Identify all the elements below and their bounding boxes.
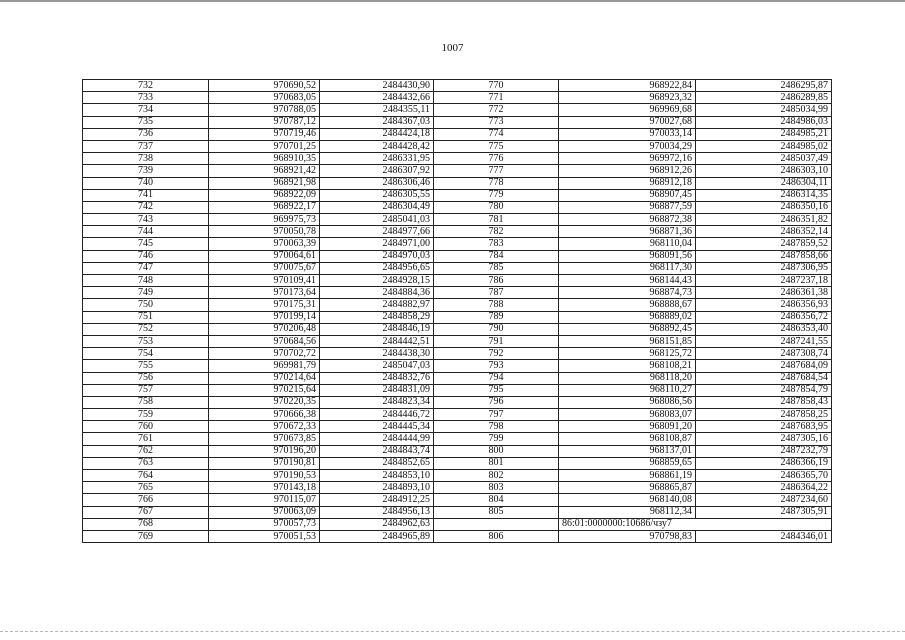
point-number-cell: 785 <box>434 262 559 274</box>
x-coordinate-cell: 968117,30 <box>559 262 696 274</box>
x-coordinate-cell: 968922,84 <box>559 80 696 92</box>
x-coordinate-cell: 968871,36 <box>559 226 696 238</box>
empty-cell <box>434 518 559 530</box>
point-number-cell: 741 <box>83 189 209 201</box>
point-number-cell: 744 <box>83 226 209 238</box>
point-number-cell: 786 <box>434 275 559 287</box>
x-coordinate-cell: 968910,35 <box>209 153 320 165</box>
x-coordinate-cell: 970215,64 <box>209 384 320 396</box>
y-coordinate-cell: 2486306,46 <box>320 177 434 189</box>
x-coordinate-cell: 970057,73 <box>209 518 320 530</box>
point-number-cell: 763 <box>83 457 209 469</box>
point-number-cell: 766 <box>83 494 209 506</box>
page-number: 1007 <box>441 42 464 54</box>
table-row <box>83 92 832 104</box>
y-coordinate-cell: 2486353,40 <box>696 323 832 335</box>
table-row <box>83 287 832 299</box>
table-row <box>83 409 832 421</box>
table-row <box>83 214 832 226</box>
y-coordinate-cell: 2486331,95 <box>320 153 434 165</box>
x-coordinate-cell: 970051,53 <box>209 530 320 542</box>
scan-edge-top <box>0 0 905 7</box>
point-number-cell: 754 <box>83 348 209 360</box>
point-number-cell: 799 <box>434 433 559 445</box>
point-number-cell: 791 <box>434 335 559 347</box>
table-row <box>83 250 832 262</box>
point-number-cell: 797 <box>434 409 559 421</box>
x-coordinate-cell: 970206,48 <box>209 323 320 335</box>
x-coordinate-cell: 968859,65 <box>559 457 696 469</box>
x-coordinate-cell: 969981,79 <box>209 360 320 372</box>
y-coordinate-cell: 2484882,97 <box>320 299 434 311</box>
point-number-cell: 758 <box>83 396 209 408</box>
y-coordinate-cell: 2484831,09 <box>320 384 434 396</box>
point-number-cell: 767 <box>83 506 209 518</box>
y-coordinate-cell: 2487308,74 <box>696 348 832 360</box>
point-number-cell: 746 <box>83 250 209 262</box>
x-coordinate-cell: 968112,34 <box>559 506 696 518</box>
coordinates-table-body <box>83 80 832 543</box>
point-number-cell: 804 <box>434 494 559 506</box>
y-coordinate-cell: 2484884,36 <box>320 287 434 299</box>
y-coordinate-cell: 2487858,43 <box>696 396 832 408</box>
y-coordinate-cell: 2487241,55 <box>696 335 832 347</box>
point-number-cell: 788 <box>434 299 559 311</box>
x-coordinate-cell: 970063,39 <box>209 238 320 250</box>
point-number-cell: 736 <box>83 128 209 140</box>
x-coordinate-cell: 968086,56 <box>559 396 696 408</box>
table-row <box>83 153 832 165</box>
y-coordinate-cell: 2487684,09 <box>696 360 832 372</box>
x-coordinate-cell: 970719,46 <box>209 128 320 140</box>
x-coordinate-cell: 968151,85 <box>559 335 696 347</box>
table-row <box>83 116 832 128</box>
y-coordinate-cell: 2484428,42 <box>320 140 434 152</box>
x-coordinate-cell: 968892,45 <box>559 323 696 335</box>
x-coordinate-cell: 968888,67 <box>559 299 696 311</box>
x-coordinate-cell: 970196,20 <box>209 445 320 457</box>
point-number-cell: 739 <box>83 165 209 177</box>
x-coordinate-cell: 968874,73 <box>559 287 696 299</box>
point-number-cell: 737 <box>83 140 209 152</box>
y-coordinate-cell: 2487306,95 <box>696 262 832 274</box>
y-coordinate-cell: 2484444,99 <box>320 433 434 445</box>
table-row <box>83 348 832 360</box>
table-row <box>83 323 832 335</box>
y-coordinate-cell: 2484985,21 <box>696 128 832 140</box>
x-coordinate-cell: 968110,27 <box>559 384 696 396</box>
y-coordinate-cell: 2487684,54 <box>696 372 832 384</box>
table-row <box>83 275 832 287</box>
y-coordinate-cell: 2484445,34 <box>320 421 434 433</box>
point-number-cell: 768 <box>83 518 209 530</box>
point-number-cell: 782 <box>434 226 559 238</box>
y-coordinate-cell: 2487232,79 <box>696 445 832 457</box>
y-coordinate-cell: 2484962,63 <box>320 518 434 530</box>
y-coordinate-cell: 2487234,60 <box>696 494 832 506</box>
x-coordinate-cell: 970690,52 <box>209 80 320 92</box>
table-row <box>83 299 832 311</box>
y-coordinate-cell: 2484367,03 <box>320 116 434 128</box>
y-coordinate-cell: 2486307,92 <box>320 165 434 177</box>
x-coordinate-cell: 970798,83 <box>559 530 696 542</box>
point-number-cell: 743 <box>83 214 209 226</box>
y-coordinate-cell: 2484832,76 <box>320 372 434 384</box>
x-coordinate-cell: 970063,09 <box>209 506 320 518</box>
point-number-cell: 778 <box>434 177 559 189</box>
y-coordinate-cell: 2484970,03 <box>320 250 434 262</box>
point-number-cell: 765 <box>83 482 209 494</box>
x-coordinate-cell: 970214,64 <box>209 372 320 384</box>
y-coordinate-cell: 2486304,49 <box>320 201 434 213</box>
table-row-768 <box>83 518 832 530</box>
table-row <box>83 104 832 116</box>
x-coordinate-cell: 968137,01 <box>559 445 696 457</box>
table-row <box>83 226 832 238</box>
x-coordinate-cell: 969969,68 <box>559 104 696 116</box>
table-row <box>83 80 832 92</box>
point-number-cell: 735 <box>83 116 209 128</box>
x-coordinate-cell: 970666,38 <box>209 409 320 421</box>
point-number-cell: 762 <box>83 445 209 457</box>
point-number-cell: 752 <box>83 323 209 335</box>
table-row <box>83 433 832 445</box>
x-coordinate-cell: 970034,29 <box>559 140 696 152</box>
x-coordinate-cell: 969972,16 <box>559 153 696 165</box>
y-coordinate-cell: 2484424,18 <box>320 128 434 140</box>
point-number-cell: 750 <box>83 299 209 311</box>
x-coordinate-cell: 968922,17 <box>209 201 320 213</box>
y-coordinate-cell: 2484971,00 <box>320 238 434 250</box>
y-coordinate-cell: 2486364,22 <box>696 482 832 494</box>
table-row <box>83 506 832 518</box>
point-number-cell: 761 <box>83 433 209 445</box>
x-coordinate-cell: 968922,09 <box>209 189 320 201</box>
table-row <box>83 140 832 152</box>
point-number-cell: 792 <box>434 348 559 360</box>
y-coordinate-cell: 2486289,85 <box>696 92 832 104</box>
table-row <box>83 360 832 372</box>
point-number-cell: 802 <box>434 470 559 482</box>
table-row-769 <box>83 530 832 542</box>
x-coordinate-cell: 970109,41 <box>209 275 320 287</box>
x-coordinate-cell: 968921,42 <box>209 165 320 177</box>
y-coordinate-cell: 2487237,18 <box>696 275 832 287</box>
x-coordinate-cell: 970064,61 <box>209 250 320 262</box>
x-coordinate-cell: 968108,21 <box>559 360 696 372</box>
table-row <box>83 482 832 494</box>
x-coordinate-cell: 968912,18 <box>559 177 696 189</box>
point-number-cell: 732 <box>83 80 209 92</box>
x-coordinate-cell: 970787,12 <box>209 116 320 128</box>
y-coordinate-cell: 2486314,35 <box>696 189 832 201</box>
y-coordinate-cell: 2486295,87 <box>696 80 832 92</box>
y-coordinate-cell: 2484985,02 <box>696 140 832 152</box>
y-coordinate-cell: 2484430,90 <box>320 80 434 92</box>
point-number-cell: 793 <box>434 360 559 372</box>
y-coordinate-cell: 2484346,01 <box>696 530 832 542</box>
x-coordinate-cell: 968091,56 <box>559 250 696 262</box>
point-number-cell: 748 <box>83 275 209 287</box>
x-coordinate-cell: 970702,72 <box>209 348 320 360</box>
point-number-cell: 760 <box>83 421 209 433</box>
table-row <box>83 335 832 347</box>
point-number-cell: 749 <box>83 287 209 299</box>
x-coordinate-cell: 969975,73 <box>209 214 320 226</box>
cadastral-number-cell: 86:01:0000000:10686/чзу7 <box>559 518 832 530</box>
y-coordinate-cell: 2486303,10 <box>696 165 832 177</box>
point-number-cell: 775 <box>434 140 559 152</box>
point-number-cell: 759 <box>83 409 209 421</box>
point-number-cell: 738 <box>83 153 209 165</box>
table-row <box>83 445 832 457</box>
y-coordinate-cell: 2486356,72 <box>696 311 832 323</box>
y-coordinate-cell: 2484965,89 <box>320 530 434 542</box>
table-row <box>83 201 832 213</box>
point-number-cell: 783 <box>434 238 559 250</box>
y-coordinate-cell: 2487858,66 <box>696 250 832 262</box>
point-number-cell: 781 <box>434 214 559 226</box>
x-coordinate-cell: 970684,56 <box>209 335 320 347</box>
point-number-cell: 773 <box>434 116 559 128</box>
point-number-cell: 776 <box>434 153 559 165</box>
point-number-cell: 751 <box>83 311 209 323</box>
y-coordinate-cell: 2484432,66 <box>320 92 434 104</box>
table-row <box>83 311 832 323</box>
y-coordinate-cell: 2487854,79 <box>696 384 832 396</box>
x-coordinate-cell: 968110,04 <box>559 238 696 250</box>
x-coordinate-cell: 970683,05 <box>209 92 320 104</box>
x-coordinate-cell: 970673,85 <box>209 433 320 445</box>
coordinates-table <box>82 79 832 543</box>
table-row <box>83 396 832 408</box>
table-row <box>83 421 832 433</box>
y-coordinate-cell: 2485037,49 <box>696 153 832 165</box>
x-coordinate-cell: 968923,32 <box>559 92 696 104</box>
x-coordinate-cell: 968921,98 <box>209 177 320 189</box>
point-number-cell: 789 <box>434 311 559 323</box>
point-number-cell: 774 <box>434 128 559 140</box>
y-coordinate-cell: 2485047,03 <box>320 360 434 372</box>
point-number-cell: 733 <box>83 92 209 104</box>
y-coordinate-cell: 2484956,65 <box>320 262 434 274</box>
x-coordinate-cell: 970075,67 <box>209 262 320 274</box>
y-coordinate-cell: 2487305,16 <box>696 433 832 445</box>
point-number-cell: 747 <box>83 262 209 274</box>
x-coordinate-cell: 970788,05 <box>209 104 320 116</box>
x-coordinate-cell: 970175,31 <box>209 299 320 311</box>
y-coordinate-cell: 2484438,30 <box>320 348 434 360</box>
x-coordinate-cell: 968877,59 <box>559 201 696 213</box>
point-number-cell: 801 <box>434 457 559 469</box>
table-row <box>83 262 832 274</box>
point-number-cell: 790 <box>434 323 559 335</box>
table-row <box>83 128 832 140</box>
y-coordinate-cell: 2485034,99 <box>696 104 832 116</box>
x-coordinate-cell: 968144,43 <box>559 275 696 287</box>
y-coordinate-cell: 2486356,93 <box>696 299 832 311</box>
point-number-cell: 756 <box>83 372 209 384</box>
y-coordinate-cell: 2484852,65 <box>320 457 434 469</box>
scan-edge-bottom <box>0 631 905 633</box>
point-number-cell: 757 <box>83 384 209 396</box>
y-coordinate-cell: 2486350,16 <box>696 201 832 213</box>
x-coordinate-cell: 968865,87 <box>559 482 696 494</box>
x-coordinate-cell: 968912,26 <box>559 165 696 177</box>
y-coordinate-cell: 2487858,25 <box>696 409 832 421</box>
point-number-cell: 734 <box>83 104 209 116</box>
point-number-cell: 787 <box>434 287 559 299</box>
point-number-cell: 805 <box>434 506 559 518</box>
table-row <box>83 372 832 384</box>
y-coordinate-cell: 2486366,19 <box>696 457 832 469</box>
table-row <box>83 165 832 177</box>
x-coordinate-cell: 968118,20 <box>559 372 696 384</box>
point-number-cell: 753 <box>83 335 209 347</box>
table-row <box>83 494 832 506</box>
x-coordinate-cell: 970199,14 <box>209 311 320 323</box>
y-coordinate-cell: 2484823,34 <box>320 396 434 408</box>
x-coordinate-cell: 968861,19 <box>559 470 696 482</box>
point-number-cell: 794 <box>434 372 559 384</box>
y-coordinate-cell: 2484853,10 <box>320 470 434 482</box>
x-coordinate-cell: 970115,07 <box>209 494 320 506</box>
table-row <box>83 238 832 250</box>
y-coordinate-cell: 2484977,66 <box>320 226 434 238</box>
x-coordinate-cell: 968125,72 <box>559 348 696 360</box>
y-coordinate-cell: 2484446,72 <box>320 409 434 421</box>
point-number-cell: 742 <box>83 201 209 213</box>
x-coordinate-cell: 970143,18 <box>209 482 320 494</box>
point-number-cell: 798 <box>434 421 559 433</box>
y-coordinate-cell: 2484928,15 <box>320 275 434 287</box>
point-number-cell: 764 <box>83 470 209 482</box>
point-number-cell: 755 <box>83 360 209 372</box>
point-number-cell: 795 <box>434 384 559 396</box>
x-coordinate-cell: 968140,08 <box>559 494 696 506</box>
x-coordinate-cell: 970701,25 <box>209 140 320 152</box>
table-row <box>83 457 832 469</box>
y-coordinate-cell: 2485041,03 <box>320 214 434 226</box>
y-coordinate-cell: 2487859,52 <box>696 238 832 250</box>
point-number-cell: 770 <box>434 80 559 92</box>
point-number-cell: 784 <box>434 250 559 262</box>
point-number-cell: 740 <box>83 177 209 189</box>
point-number-cell: 800 <box>434 445 559 457</box>
y-coordinate-cell: 2484893,10 <box>320 482 434 494</box>
point-number-cell: 771 <box>434 92 559 104</box>
y-coordinate-cell: 2484956,13 <box>320 506 434 518</box>
point-number-cell: 803 <box>434 482 559 494</box>
table-row <box>83 470 832 482</box>
y-coordinate-cell: 2486365,70 <box>696 470 832 482</box>
table-row <box>83 384 832 396</box>
x-coordinate-cell: 970033,14 <box>559 128 696 140</box>
point-number-cell: 779 <box>434 189 559 201</box>
y-coordinate-cell: 2486304,11 <box>696 177 832 189</box>
x-coordinate-cell: 968108,87 <box>559 433 696 445</box>
y-coordinate-cell: 2484442,51 <box>320 335 434 347</box>
point-number-cell: 777 <box>434 165 559 177</box>
y-coordinate-cell: 2486352,14 <box>696 226 832 238</box>
point-number-cell: 796 <box>434 396 559 408</box>
table-row <box>83 177 832 189</box>
y-coordinate-cell: 2486351,82 <box>696 214 832 226</box>
x-coordinate-cell: 970027,68 <box>559 116 696 128</box>
x-coordinate-cell: 968083,07 <box>559 409 696 421</box>
x-coordinate-cell: 968872,38 <box>559 214 696 226</box>
x-coordinate-cell: 970173,64 <box>209 287 320 299</box>
x-coordinate-cell: 968889,02 <box>559 311 696 323</box>
y-coordinate-cell: 2486361,38 <box>696 287 832 299</box>
x-coordinate-cell: 970190,53 <box>209 470 320 482</box>
y-coordinate-cell: 2484843,74 <box>320 445 434 457</box>
y-coordinate-cell: 2484355,11 <box>320 104 434 116</box>
y-coordinate-cell: 2484858,29 <box>320 311 434 323</box>
point-number-cell: 780 <box>434 201 559 213</box>
y-coordinate-cell: 2487305,91 <box>696 506 832 518</box>
x-coordinate-cell: 970190,81 <box>209 457 320 469</box>
x-coordinate-cell: 970050,78 <box>209 226 320 238</box>
y-coordinate-cell: 2484986,03 <box>696 116 832 128</box>
y-coordinate-cell: 2484912,25 <box>320 494 434 506</box>
x-coordinate-cell: 970672,33 <box>209 421 320 433</box>
y-coordinate-cell: 2487683,95 <box>696 421 832 433</box>
x-coordinate-cell: 968907,45 <box>559 189 696 201</box>
point-number-cell: 745 <box>83 238 209 250</box>
point-number-cell: 772 <box>434 104 559 116</box>
y-coordinate-cell: 2486305,55 <box>320 189 434 201</box>
y-coordinate-cell: 2484846,19 <box>320 323 434 335</box>
x-coordinate-cell: 968091,20 <box>559 421 696 433</box>
point-number-cell: 769 <box>83 530 209 542</box>
point-number-cell: 806 <box>434 530 559 542</box>
x-coordinate-cell: 970220,35 <box>209 396 320 408</box>
table-row <box>83 189 832 201</box>
